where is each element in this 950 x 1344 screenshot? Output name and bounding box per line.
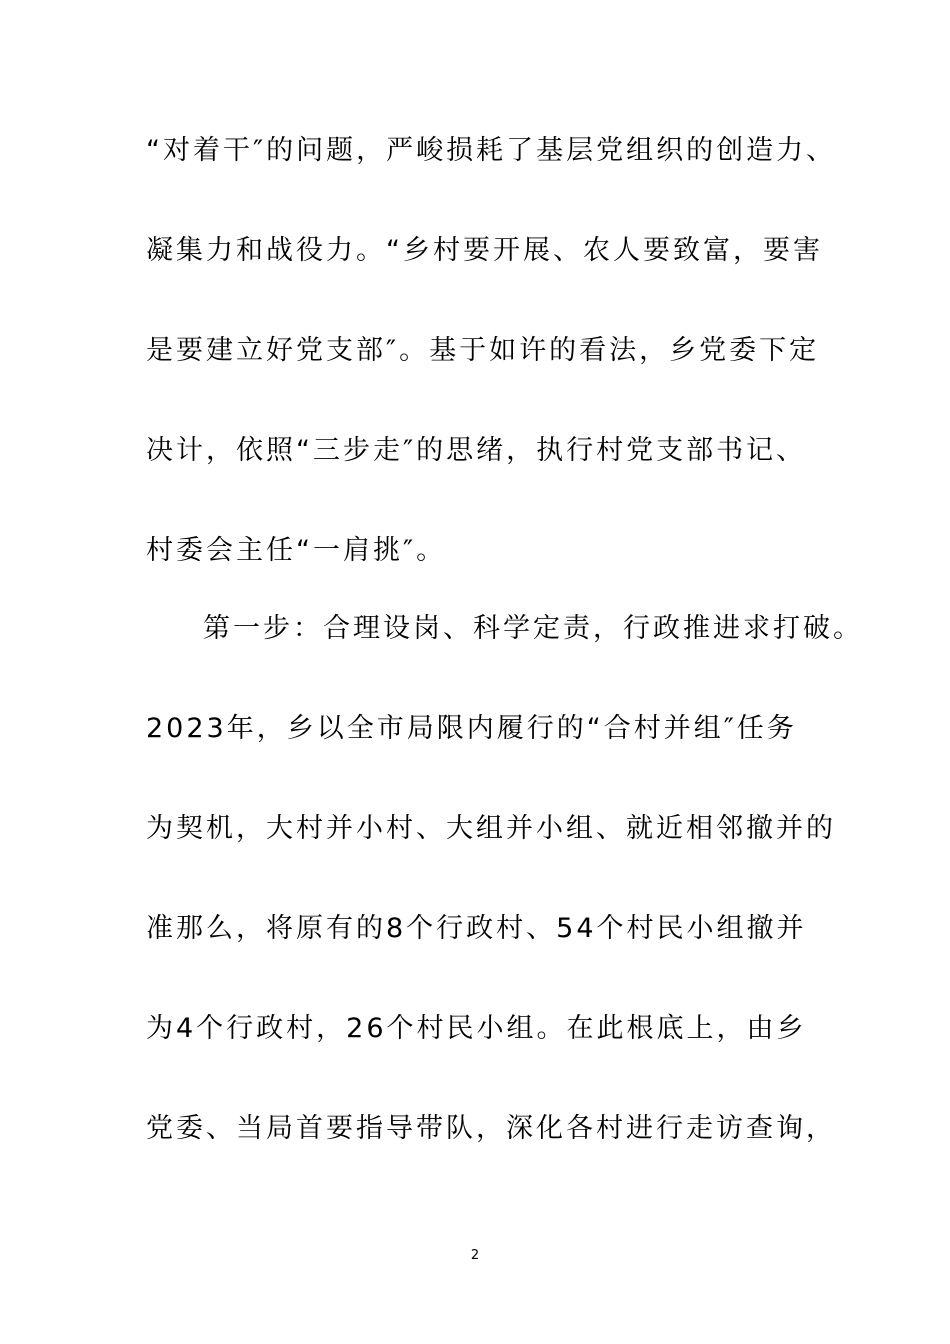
text-line-5: 村委会主任“一肩挑″。 (146, 535, 447, 566)
text-line-1: “对着干″的问题，严峻损耗了基层党组织的创造力、 (146, 135, 837, 166)
text-line-4: 决计，依照“三步走″的思绪，执行村党支部书记、 (146, 435, 807, 466)
text-line-6: 第一步：合理设岗、科学定责，行政推进求打破。 (203, 613, 863, 644)
text-line-8: 为契机，大村并小村、大组并小组、就近相邻撤并的 (146, 813, 836, 844)
text-line-9: 准那么，将原有的8个行政村、54个村民小组撤并 (146, 913, 807, 944)
page-number: 2 (470, 1248, 480, 1263)
text-line-11: 党委、当局首要指导带队，深化各村进行走访查询， (146, 1113, 836, 1144)
text-line-3: 是要建立好党支部″。基于如许的看法，乡党委下定 (146, 335, 820, 366)
text-line-10: 为4个行政村，26个村民小组。在此根底上，由乡 (146, 1013, 807, 1044)
text-line-7: 2023年，乡以全市局限内履行的“合村并组″任务 (146, 713, 797, 744)
text-line-2: 凝集力和战役力。“乡村要开展、农人要致富，要害 (146, 235, 823, 266)
